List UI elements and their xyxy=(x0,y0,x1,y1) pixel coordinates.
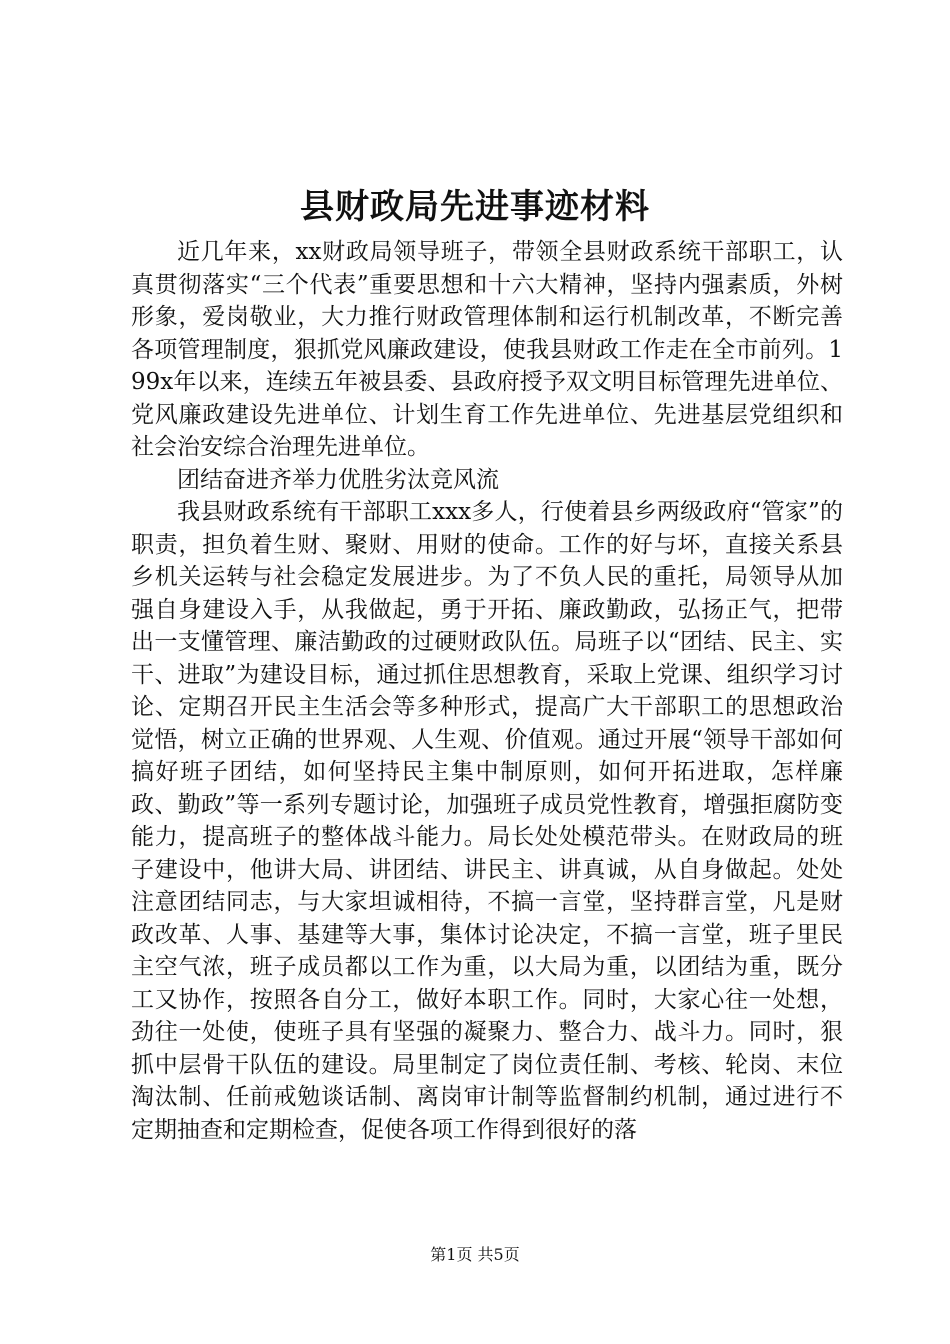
document-body xyxy=(131,236,843,1146)
page-title: 县财政局先进事迹材料 xyxy=(300,187,650,227)
section-heading: 团结奋进齐举力优胜劣汰竞风流 xyxy=(177,466,499,493)
page-footer: 第1页 共5页 xyxy=(430,1245,520,1264)
paragraph-intro: 近几年来，xx财政局领导班子，带领全县财政系统干部职工，认真贯彻落实“三个代表”重要思想和十六大精神，坚持内强素质，外树形象，爱岗敬业，大力推行财政管理体制和运行机制改革，不断完善各项管理制度，狠抓党风廉政建设，使我县财政工作走在全市前列。199x年以来，连续五年被县委、县政府授予双文明目标管理先进单位、党风廉政建设先进单位、计划生育工作先进单位、先进基层党组织和社会治安综合治理先进单位。 xyxy=(131,239,843,460)
paragraph-team: 我县财政系统有干部职工xxx多人，行使着县乡两级政府“管家”的职责，担负着生财、聚财、用财的使命。工作的好与坏，直接关系县乡机关运转与社会稳定发展进步。为了不负人民的重托，局领导从加强自身建设入手，从我做起，勇于开拓、廉政勤政，弘扬正气，把带出一支懂管理、廉洁勤政的过硬财政队伍。局班子以“团结、民主、实干、进取”为建设目标，通过抓住思想教育，采取上党课、组织学习讨论、定期召开民主生活会等多种形式，提高广大干部职工的思想政治觉悟，树立正确的世界观、人生观、价值观。通过开展“领导干部如何搞好班子团结，如何坚持民主集中制原则，如何开拓进取，怎样廉政、勤政”等一系列专题讨论，加强班子成员党性教育，增强拒腐防变能力，提高班子的整体战斗能力。局长处处模范带头。在财政局的班子建设中，他讲大局、讲团结、讲民主、讲真诚，从自身做起。处处注意团结同志，与大家坦诚相待，不搞一言堂，坚持群言堂，凡是财政改革、人事、基建等大事，集体讨论决定，不搞一言堂，班子里民主空气浓，班子成员都以工作为重，以大局为重，以团结为重，既分工又协作，按照各自分工，做好本职工作。同时，大家心往一处想，劲往一处使，使班子具有坚强的凝聚力、整合力、战斗力。同时，狠抓中层骨干队伍的建设。局里制定了岗位责任制、考核、轮岗、末位淘汰制、任前戒勉谈话制、离岗审计制等监督制约机制，通过进行不定期抽查和定期检查，促使各项工作得到很好的落 xyxy=(131,499,843,1143)
